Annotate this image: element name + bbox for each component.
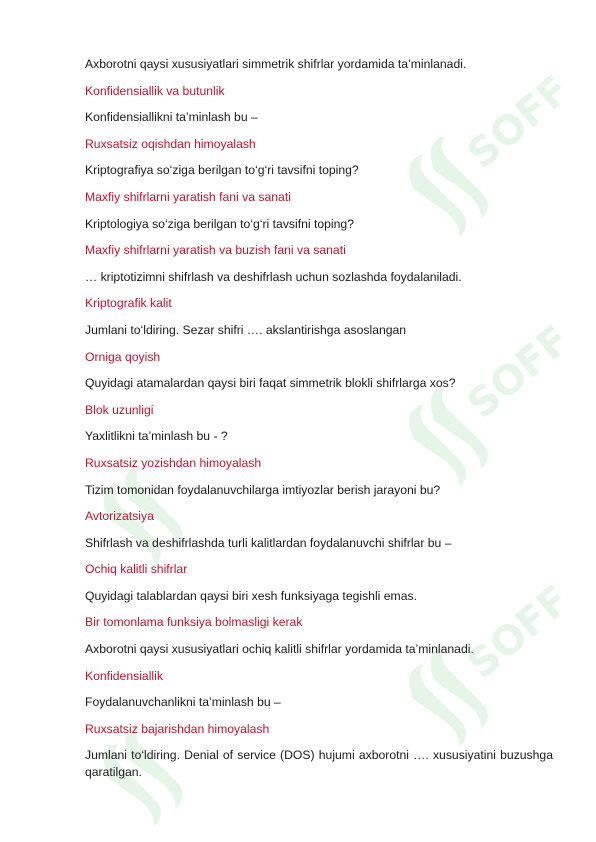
answer-text: Maxfiy shifrlarni yaratish fani va sanati	[85, 189, 291, 204]
watermark-text: SOFF	[459, 576, 579, 688]
answer-text: Konfidensiallik va butunlik	[85, 83, 225, 98]
question-text: Kriptologiya so‘ziga berilgan to‘g‘ri tavsifni toping?	[85, 216, 354, 231]
answer-text: Maxfiy shifrlarni yaratish va buzish fani va sanati	[85, 243, 346, 258]
question-text: Axborotni qaysi xususiyatlari ochiq kalitli shifrlar yordamida ta’minlanadi.	[85, 642, 474, 657]
qa-list	[85, 56, 553, 792]
answer-text: Konfidensiallik	[85, 668, 163, 683]
question-text: Shifrlash va deshifrlashda turli kalitlardan foydalanuvchi shifrlar bu –	[85, 535, 452, 550]
question-text: Konfidensiallikni ta’minlash bu –	[85, 110, 258, 125]
question-text: Jumlani to‘ldiring. Sezar shifri …. akslantirishga asoslangan	[85, 322, 407, 337]
watermark-text: SOFF	[459, 316, 579, 428]
answer-text: Ruxsatsiz bajarishdan himoyalash	[85, 721, 270, 736]
answer-text: Ruxsatsiz yozishdan himoyalash	[85, 455, 262, 470]
watermark-text: SOFF	[459, 66, 579, 178]
final-question-text: Jumlani to‘ldiring. Denial of service (DOS) hujumi axborotni …. xususiyatini buzushga qaratilgan.	[85, 748, 553, 780]
answer-text: Ruxsatsiz oqishdan himoyalash	[85, 136, 256, 151]
question-text: Foydalanuvchanlikni ta’minlash bu –	[85, 695, 281, 710]
question-text: Kriptografiya so‘ziga berilgan to‘g‘ri tavsifni toping?	[85, 163, 359, 178]
answer-text: Avtorizatsiya	[85, 509, 154, 524]
answer-text: Blok uzunligi	[85, 402, 154, 417]
answer-text: Ochiq kalitli shifrlar	[85, 562, 188, 577]
question-text: Tizim tomonidan foydalanuvchilarga imtiyozlar berish jarayoni bu?	[85, 482, 441, 497]
answer-text: Orniga qoyish	[85, 349, 161, 364]
question-text: Axborotni qaysi xususiyatlari simmetrik shifrlar yordamida ta’minlanadi.	[85, 57, 467, 71]
question-text: Quyidagi talablardan qaysi biri xesh funksiyaga tegishli emas.	[85, 588, 417, 603]
answer-text: Kriptografik kalit	[85, 296, 172, 311]
question-text: … kriptotizimni shifrlash va deshifrlash uchun sozlashda foydalaniladi.	[85, 269, 462, 284]
question-text: Quyidagi atamalardan qaysi biri faqat simmetrik blokli shifrlarga xos?	[85, 376, 456, 391]
answer-text: Bir tomonlama funksiya bolmasligi kerak	[85, 615, 303, 630]
question-text: Yaxlitlikni ta’minlash bu - ?	[85, 429, 228, 444]
